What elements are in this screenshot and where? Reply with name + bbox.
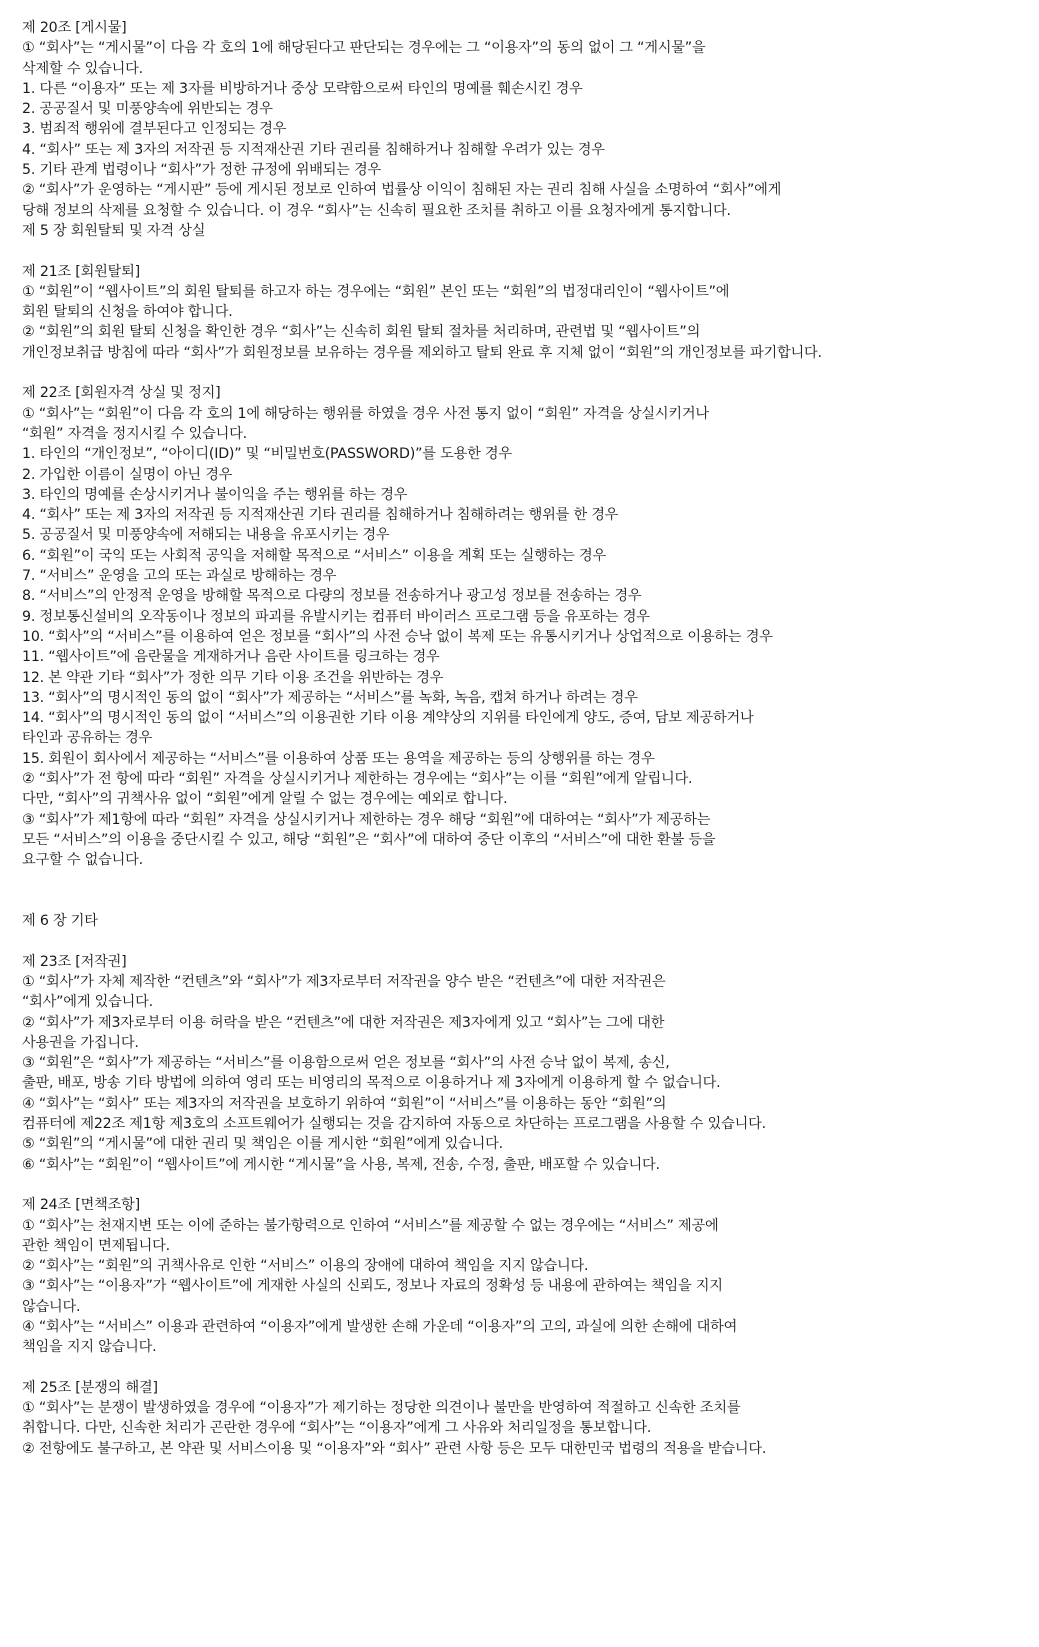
document-line: ② 전항에도 불구하고, 본 약관 및 서비스이용 및 “이용자”와 “회사” 관련 사항 등은 모두 대한민국 법령의 적용을 받습니다. (22, 1440, 767, 1457)
document-line: 14. “회사”의 명시적인 동의 없이 “서비스”의 이용권한 기타 이용 계약상의 지위를 타인에게 양도, 증여, 담보 제공하거나 (22, 710, 754, 727)
document-line: ① “회사”는 “회원”이 다음 각 호의 1에 해당하는 행위를 하였을 경우 사전 통지 없이 “회원” 자격을 상실시키거나 (22, 405, 709, 422)
document-line: 당해 정보의 삭제를 요청할 수 있습니다. 이 경우 “회사”는 신속히 필요한 조치를 취하고 이를 요청자에게 통지합니다. (22, 202, 731, 219)
document-line: ③ “회사”는 “이용자”가 “웹사이트”에 게재한 사실의 신뢰도, 정보나 자료의 정확성 등 내용에 관하여는 책임을 지지 (22, 1278, 723, 1295)
document-line: 사용권을 가집니다. (22, 1034, 139, 1051)
document-line: 개인정보취급 방침에 따라 “회사”가 회원정보를 보유하는 경우를 제외하고 탈퇴 완료 후 지체 없이 “회원”의 개인정보를 파기합니다. (22, 344, 822, 361)
document-line: 취합니다. 다만, 신속한 처리가 곤란한 경우에 “회사”는 “이용자”에게 그 사유와 처리일정을 통보합니다. (22, 1420, 652, 1437)
document-line: 4. “회사” 또는 제 3자의 저작권 등 지적재산권 기타 권리를 침해하거나 침해할 우려가 있는 경우 (22, 141, 605, 158)
document-line: “회사”에게 있습니다. (22, 994, 153, 1011)
document-line: 3. 범죄적 행위에 결부된다고 인정되는 경우 (22, 121, 287, 138)
document-line: ⑤ “회원”의 “게시물”에 대한 권리 및 책임은 이를 게시한 “회원”에게 있습니다. (22, 1136, 503, 1153)
document-line: 다만, “회사”의 귀책사유 없이 “회원”에게 알릴 수 없는 경우에는 예외로 합니다. (22, 791, 508, 808)
document-line: ② “회원”의 회원 탈퇴 신청을 확인한 경우 “회사”는 신속히 회원 탈퇴 절차를 처리하며, 관련법 및 “웹사이트”의 (22, 324, 701, 341)
document-line: 15. 회원이 회사에서 제공하는 “서비스”를 이용하여 상품 또는 용역을 제공하는 등의 상행위를 하는 경우 (22, 750, 655, 767)
blank-line (22, 1358, 1022, 1378)
document-line: ③ “회사”가 제1항에 따라 “회원” 자격을 상실시키거나 제한하는 경우 해당 “회원”에 대하여는 “회사”가 제공하는 (22, 811, 711, 828)
document-line: 제 20조 [게시물] (22, 20, 127, 36)
document-line: 3. 타인의 명예를 손상시키거나 불이익을 주는 행위를 하는 경우 (22, 486, 408, 503)
document-line: 4. “회사” 또는 제 3자의 저작권 등 지적재산권 기타 권리를 침해하거나 침해하려는 행위를 한 경우 (22, 507, 619, 524)
document-line: 않습니다. (22, 1298, 81, 1315)
document-line: 회원 탈퇴의 신청을 하여야 합니다. (22, 304, 233, 321)
document-line: 2. 가입한 이름이 실명이 아닌 경우 (22, 466, 233, 483)
document-line: ① “회사”는 분쟁이 발생하였을 경우에 “이용자”가 제기하는 정당한 의견이나 불만을 반영하여 적절하고 신속한 조치를 (22, 1400, 741, 1417)
document-line: ① “회사”가 자체 제작한 “컨텐츠”와 “회사”가 제3자로부터 저작권을 양수 받은 “컨텐츠”에 대한 저작권은 (22, 973, 666, 990)
document-line: ③ “회원”은 “회사”가 제공하는 “서비스”를 이용함으로써 얻은 정보를 “회사”의 사전 승낙 없이 복제, 송신, (22, 1055, 670, 1072)
document-line: 제 6 장 기타 (22, 913, 98, 930)
document-line: 13. “회사”의 명시적인 동의 없이 “회사”가 제공하는 “서비스”를 녹화, 녹음, 캡쳐 하거나 하려는 경우 (22, 689, 638, 706)
document-line: 모든 “서비스”의 이용을 중단시킬 수 있고, 해당 “회원”은 “회사”에 대하여 중단 이후의 “서비스”에 대한 환불 등을 (22, 831, 716, 848)
blank-line (22, 931, 1022, 951)
document-line: 8. “서비스”의 안정적 운영을 방해할 목적으로 다량의 정보를 전송하거나 광고성 정보를 전송하는 경우 (22, 588, 642, 605)
blank-line (22, 363, 1022, 383)
document-line: ① “회원”이 “웹사이트”의 회원 탈퇴를 하고자 하는 경우에는 “회원” 본인 또는 “회원”의 법정대리인이 “웹사이트”에 (22, 283, 730, 300)
document-line: 제 5 장 회원탈퇴 및 자격 상실 (22, 222, 206, 239)
document-line: 제 25조 [분쟁의 해결] (22, 1379, 158, 1396)
document-line: ② “회사”가 운영하는 “게시판” 등에 게시된 정보로 인하여 법률상 이익이 침해된 자는 권리 침해 사실을 소명하여 “회사”에게 (22, 182, 782, 199)
document-line: 5. 기타 관계 법령이나 “회사”가 정한 규정에 위배되는 경우 (22, 162, 382, 179)
document-line: 제 21조 [회원탈퇴] (22, 263, 140, 280)
document-line: 5. 공공질서 및 미풍양속에 저해되는 내용을 유포시키는 경우 (22, 527, 390, 544)
document-line: ⑥ “회사”는 “회원”이 “웹사이트”에 게시한 “게시물”을 사용, 복제, 전송, 수정, 출판, 배포할 수 있습니다. (22, 1156, 660, 1173)
document-line: ② “회사”가 전 항에 따라 “회원” 자격을 상실시키거나 제한하는 경우에는 “회사”는 이를 “회원”에게 알립니다. (22, 770, 693, 787)
document-line: 요구할 수 없습니다. (22, 852, 143, 869)
document-line: 11. “웹사이트”에 음란물을 게재하거나 음란 사이트를 링크하는 경우 (22, 649, 440, 666)
document-line: ④ “회사”는 “회사” 또는 제3자의 저작권을 보호하기 위하여 “회원”이 “서비스”를 이용하는 동안 “회원”의 (22, 1095, 667, 1112)
document-line: 제 22조 [회원자격 상실 및 정지] (22, 385, 221, 402)
document-line: 7. “서비스” 운영을 고의 또는 과실로 방해하는 경우 (22, 568, 337, 585)
document-line: 삭제할 수 있습니다. (22, 60, 143, 77)
document-line: 6. “회원”이 국익 또는 사회적 공익을 저해할 목적으로 “서비스” 이용을 계획 또는 실행하는 경우 (22, 547, 606, 564)
blank-line (22, 241, 1022, 261)
document-line: 책임을 지지 않습니다. (22, 1339, 157, 1356)
document-line: 타인과 공유하는 경우 (22, 730, 153, 747)
document-line: 제 23조 [저작권] (22, 953, 127, 970)
document-line: 1. 타인의 “개인정보”, “아이디(ID)” 및 “비밀번호(PASSWORD)”를 도용한 경우 (22, 446, 512, 463)
document-line: ① “회사”는 “게시물”이 다음 각 호의 1에 해당된다고 판단되는 경우에는 그 “이용자”의 동의 없이 그 “게시물”을 (22, 40, 706, 57)
blank-line (22, 1175, 1022, 1195)
blank-line (22, 891, 1022, 911)
document-line: ④ “회사”는 “서비스” 이용과 관련하여 “이용자”에게 발생한 손해 가운데 “이용자”의 고의, 과실에 의한 손해에 대하여 (22, 1319, 738, 1335)
terms-document (22, 18, 1022, 1459)
document-line: 2. 공공질서 및 미풍양속에 위반되는 경우 (22, 101, 273, 118)
document-line: ① “회사”는 천재지변 또는 이에 준하는 불가항력으로 인하여 “서비스”를 제공할 수 없는 경우에는 “서비스” 제공에 (22, 1217, 719, 1234)
document-line: 제 24조 [면책조항] (22, 1197, 140, 1214)
document-line: 관한 책임이 면제됩니다. (22, 1237, 170, 1254)
document-line: “회원” 자격을 정지시킬 수 있습니다. (22, 425, 247, 442)
document-line: 1. 다른 “이용자” 또는 제 3자를 비방하거나 중상 모략함으로써 타인의 명예를 훼손시킨 경우 (22, 80, 583, 97)
document-line: 9. 정보통신설비의 오작동이나 정보의 파괴를 유발시키는 컴퓨터 바이러스 프로그램 등을 유포하는 경우 (22, 608, 650, 625)
document-line: 출판, 배포, 방송 기타 방법에 의하여 영리 또는 비영리의 목적으로 이용하거나 제 3자에게 이용하게 할 수 없습니다. (22, 1075, 721, 1092)
document-line: 컴퓨터에 제22조 제1항 제3호의 소프트웨어가 실행되는 것을 감지하여 자동으로 차단하는 프로그램을 사용할 수 있습니다. (22, 1116, 766, 1133)
document-line: ② “회사”가 제3자로부터 이용 허락을 받은 “컨텐츠”에 대한 저작권은 제3자에게 있고 “회사”는 그에 대한 (22, 1014, 665, 1031)
blank-line (22, 870, 1022, 890)
document-line: ② “회사”는 “회원”의 귀책사유로 인한 “서비스” 이용의 장애에 대하여 책임을 지지 않습니다. (22, 1258, 589, 1275)
document-line: 12. 본 약관 기타 “회사”가 정한 의무 기타 이용 조건을 위반하는 경우 (22, 669, 444, 686)
document-line: 10. “회사”의 “서비스”를 이용하여 얻은 정보를 “회사”의 사전 승낙 없이 복제 또는 유통시키거나 상업적으로 이용하는 경우 (22, 628, 773, 645)
